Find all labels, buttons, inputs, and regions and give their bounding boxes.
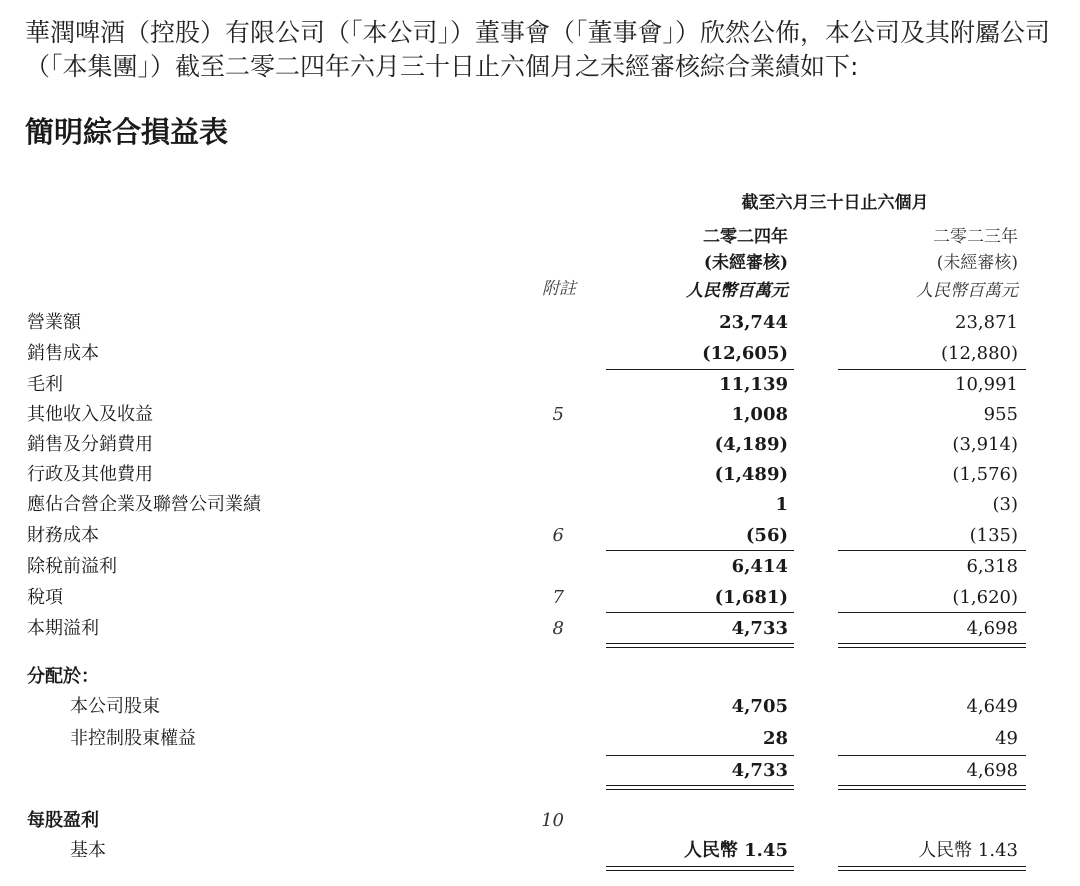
value-2023: 23,871 (955, 312, 1018, 333)
col-2023-year: 二零二三年 (933, 227, 1018, 247)
row-note (520, 460, 564, 490)
value-2024: 4,733 (731, 760, 788, 781)
value-2023: (135) (969, 525, 1018, 546)
value-2024: 4,733 (731, 618, 788, 639)
value-2024: 4,705 (731, 696, 788, 717)
row-note (520, 724, 564, 754)
row-label: 除稅前溢利 (27, 556, 117, 577)
table-row-owners (0, 692, 1080, 722)
row-label: 財務成本 (27, 525, 99, 546)
total-double-rule (838, 866, 1026, 871)
table-row-non-controlling (0, 724, 1080, 754)
subtotal-rule (838, 612, 1026, 613)
row-label: 本公司股東 (70, 696, 160, 717)
value-2024: 11,139 (719, 374, 788, 395)
row-note: 7 (552, 587, 564, 608)
row-note (520, 339, 564, 369)
total-double-rule (838, 785, 1026, 790)
row-note (520, 308, 564, 338)
row-label: 非控制股東權益 (70, 728, 196, 749)
table-row-profit-for-period (0, 614, 1080, 644)
value-2023: (3) (992, 494, 1018, 515)
subtotal-rule (838, 550, 1026, 551)
value-2023: 人民幣 1.43 (918, 840, 1018, 861)
value-2023: 4,698 (966, 618, 1018, 639)
row-label: 應佔合營企業及聯營公司業績 (27, 494, 261, 515)
value-2023: 955 (983, 404, 1018, 425)
table-row-cost-of-sales (0, 339, 1080, 369)
row-label: 毛利 (27, 374, 63, 395)
value-2023: (1,576) (952, 464, 1018, 485)
value-2023: 4,698 (966, 760, 1018, 781)
value-2023: (12,880) (940, 343, 1018, 364)
total-double-rule (606, 866, 794, 871)
row-label: 銷售及分銷費用 (27, 434, 153, 455)
subtotal-rule (606, 550, 794, 551)
value-2023: 6,318 (966, 556, 1018, 577)
col-2024-unit: 人民幣百萬元 (686, 281, 788, 301)
row-note (520, 430, 564, 460)
value-2023: 10,991 (955, 374, 1018, 395)
table-row-selling-expenses (0, 430, 1080, 460)
row-note: 10 (541, 810, 564, 831)
col-2024-audit: (未經審核) (703, 253, 788, 273)
row-note (520, 370, 564, 400)
total-double-rule (606, 643, 794, 648)
table-row-attributable-total (0, 756, 1080, 786)
col-2023-unit: 人民幣百萬元 (916, 281, 1018, 301)
value-2024: 28 (762, 728, 788, 749)
table-row-gross-profit (0, 370, 1080, 400)
col-2023-audit: (未經審核) (936, 253, 1018, 273)
row-label: 行政及其他費用 (27, 464, 153, 485)
row-label: 基本 (70, 840, 106, 861)
row-note: 6 (552, 525, 564, 546)
note-column-header: 附註 (542, 279, 576, 299)
value-2023: 4,649 (966, 696, 1018, 717)
table-row-eps-basic (0, 836, 1080, 866)
value-2024: 1 (775, 494, 788, 515)
value-2024: (4,189) (714, 434, 788, 455)
table-row-share-of-results (0, 490, 1080, 520)
col-2024-year: 二零二四年 (703, 227, 788, 247)
total-double-rule (606, 785, 794, 790)
value-2024: 23,744 (719, 312, 788, 333)
row-note (520, 490, 564, 520)
value-2024: (56) (745, 525, 788, 546)
value-2024: (1,681) (714, 587, 788, 608)
table-row-profit-before-tax (0, 552, 1080, 582)
subtotal-rule (606, 612, 794, 613)
table-row-revenue (0, 308, 1080, 338)
table-row-finance-costs (0, 521, 1080, 551)
value-2024: (12,605) (702, 343, 788, 364)
table-row-admin-expenses (0, 460, 1080, 490)
value-2024: 人民幣 1.45 (683, 840, 788, 861)
table-row-other-income (0, 400, 1080, 430)
row-label: 本期溢利 (27, 618, 99, 639)
value-2024: 1,008 (731, 404, 788, 425)
row-label: 其他收入及收益 (27, 404, 153, 425)
value-2024: 6,414 (731, 556, 788, 577)
table-row-attributable-to (0, 662, 1080, 692)
value-2023: (1,620) (952, 587, 1018, 608)
section-label: 分配於： (27, 666, 99, 687)
value-2023: 49 (995, 728, 1018, 749)
row-note (520, 692, 564, 722)
row-note: 5 (552, 404, 564, 425)
section-label: 每股盈利 (27, 810, 99, 831)
table-row-tax (0, 583, 1080, 613)
row-note (520, 552, 564, 582)
value-2024: (1,489) (714, 464, 788, 485)
row-note: 8 (552, 618, 564, 639)
period-header: 截至六月三十日止六個月 (741, 193, 929, 213)
row-label: 稅項 (27, 587, 63, 608)
row-label: 銷售成本 (27, 343, 99, 364)
value-2023: (3,914) (952, 434, 1018, 455)
row-label: 營業額 (27, 312, 81, 333)
statement-title: 簡明綜合損益表 (25, 115, 229, 149)
table-row-eps (0, 806, 1080, 836)
intro-paragraph: 華潤啤酒（控股）有限公司（「本公司」）董事會（「董事會」）欣然公佈，本公司及其附屬公司（「本集團」）截至二零二四年六月三十日止六個月之未經審核綜合業績如下: (25, 18, 1051, 81)
total-double-rule (838, 643, 1026, 648)
